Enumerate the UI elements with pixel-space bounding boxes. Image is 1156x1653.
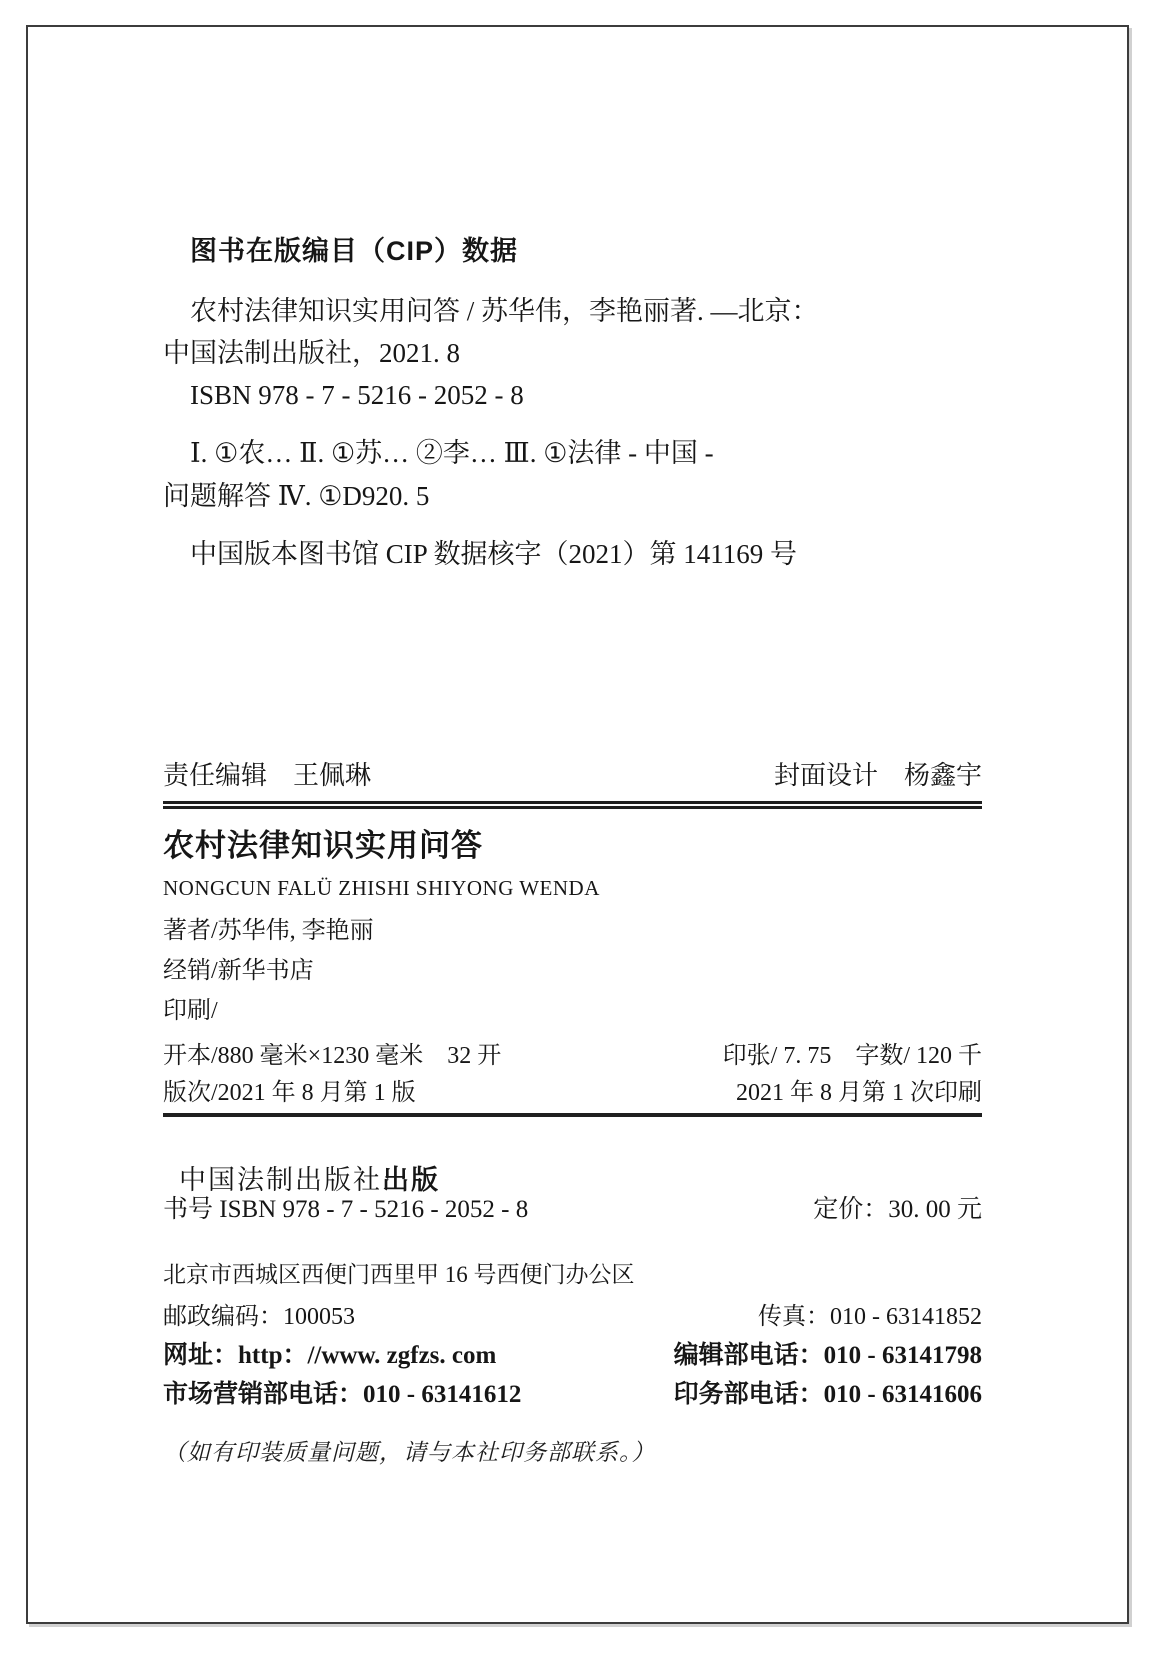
- marketing-phone-label: 市场营销部电话：: [163, 1380, 364, 1408]
- distributor-line: 经销/新华书店: [163, 958, 314, 984]
- book-number: 书号 ISBN 978 - 7 - 5216 - 2052 - 8: [163, 1196, 529, 1223]
- postcode-fax-row: [163, 1296, 982, 1331]
- website-editorial-row: [163, 1335, 982, 1371]
- marketing-printing-row: [163, 1374, 982, 1410]
- impression: 2021 年 8 月第 1 次印刷: [736, 1080, 982, 1106]
- book-title: 农村法律知识实用问答: [163, 828, 483, 863]
- edition-row: [163, 1072, 982, 1107]
- responsible-editor: [163, 755, 371, 792]
- divider-rule-top: [163, 801, 982, 809]
- website-label: 网址：: [163, 1341, 239, 1369]
- sheets-words: 印张/ 7. 75 字数/ 120 千: [722, 1043, 982, 1069]
- cip-heading: 图书在版编目（CIP）数据: [190, 236, 519, 266]
- printing-phone: [674, 1374, 982, 1410]
- cip-publisher-line: 中国法制出版社，2021. 8: [163, 338, 460, 368]
- format-spec: 开本/880 毫米×1230 毫米 32 开: [163, 1043, 502, 1069]
- isbn-price-row: [163, 1189, 982, 1225]
- website-url: http：//www. zgfzs. com: [238, 1342, 497, 1369]
- publish-suffix: 出版: [382, 1164, 440, 1195]
- designer-label: 封面设计: [773, 761, 878, 790]
- editor-label: 责任编辑: [163, 761, 268, 790]
- cip-classification-line1: Ⅰ. ①农… Ⅱ. ①苏… ②李… Ⅲ. ①法律 - 中国 -: [190, 438, 714, 468]
- marketing-phone: [163, 1374, 521, 1410]
- fax: 传真：010 - 63141852: [758, 1304, 982, 1330]
- cover-designer: [774, 755, 982, 792]
- editorial-phone-label: 编辑部电话：: [673, 1341, 824, 1369]
- editorial-phone-number: 010 - 63141798: [823, 1342, 982, 1369]
- printing-phone-number: 010 - 63141606: [823, 1381, 982, 1408]
- printer-line: 印刷/: [163, 998, 218, 1024]
- postcode: 邮政编码：100053: [163, 1304, 355, 1330]
- price: 定价：30. 00 元: [813, 1196, 982, 1223]
- divider-rule-bottom: [163, 1113, 982, 1117]
- editor-name: 王佩琳: [293, 761, 372, 790]
- marketing-phone-number: 010 - 63141612: [363, 1381, 522, 1408]
- author-line: 著者/苏华伟, 李艳丽: [163, 918, 374, 944]
- cip-isbn-line: ISBN 978 - 7 - 5216 - 2052 - 8: [190, 380, 524, 410]
- publisher-address: 北京市西城区西便门西里甲 16 号西便门办公区: [163, 1262, 635, 1287]
- format-row: [163, 1035, 982, 1070]
- book-title-pinyin: NONGCUN FALÜ ZHISHI SHIYONG WENDA: [163, 876, 600, 900]
- cip-record-line: 中国版本图书馆 CIP 数据核字（2021）第 141169 号: [190, 539, 798, 569]
- website: [163, 1335, 496, 1371]
- credits-row: [163, 755, 982, 792]
- edition: 版次/2021 年 8 月第 1 版: [163, 1080, 416, 1106]
- cip-title-line: 农村法律知识实用问答 / 苏华伟，李艳丽著. —北京：: [190, 296, 819, 326]
- printing-phone-label: 印务部电话：: [673, 1380, 824, 1408]
- editorial-phone: [674, 1335, 982, 1371]
- publisher-name: 中国法制出版社: [179, 1164, 382, 1195]
- quality-note: （如有印装质量问题，请与本社印务部联系。）: [163, 1440, 656, 1465]
- designer-name: 杨鑫宇: [903, 761, 982, 790]
- cip-classification-line2: 问题解答 Ⅳ. ①D920. 5: [163, 481, 430, 511]
